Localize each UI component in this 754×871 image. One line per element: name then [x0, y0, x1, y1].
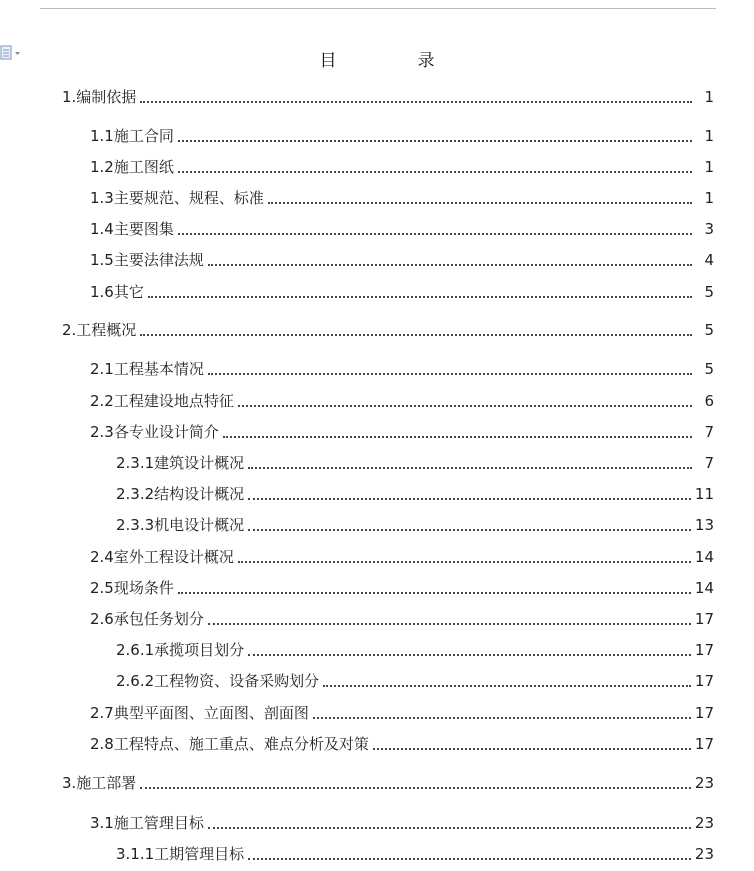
toc-entry[interactable]	[116, 843, 714, 865]
toc-entry-page-number: 7	[704, 423, 714, 441]
toc-entry[interactable]	[90, 156, 714, 178]
toc-entry-page-number: 1	[704, 158, 714, 176]
toc-entry-label: 1.2施工图纸	[90, 158, 174, 176]
toc-dot-leader	[208, 622, 691, 625]
toc-dot-leader	[208, 263, 692, 266]
toc-entry-label: 3.1.1工期管理目标	[116, 845, 245, 863]
toc-entry-label: 2.3.3机电设计概况	[116, 516, 245, 534]
toc-entry[interactable]	[116, 639, 714, 661]
toc-dot-leader	[140, 100, 692, 103]
toc-dot-leader	[313, 716, 691, 719]
toc-entry[interactable]	[90, 421, 714, 443]
toc-entry-label: 2.7典型平面图、立面图、剖面图	[90, 704, 309, 722]
toc-entry[interactable]	[90, 125, 714, 147]
toc-entry-page-number: 13	[694, 516, 714, 534]
toc-entry-page-number: 7	[704, 454, 714, 472]
toc-entry-label: 2.2工程建设地点特征	[90, 392, 234, 410]
page-header	[40, 0, 716, 9]
toc-entry-label: 2.6.2工程物资、设备采购划分	[116, 672, 320, 690]
toc-dot-leader	[238, 560, 691, 563]
toc-entry-page-number: 4	[704, 251, 714, 269]
toc-entry-page-number: 17	[694, 735, 714, 753]
toc-entry-page-number: 17	[694, 641, 714, 659]
toc-entry[interactable]	[90, 218, 714, 240]
toc-entry-page-number: 23	[694, 845, 714, 863]
toc-entry-page-number: 3	[704, 220, 714, 238]
toc-entry[interactable]	[90, 358, 714, 380]
toc-entry-label: 2.4室外工程设计概况	[90, 548, 234, 566]
toc-entry[interactable]	[90, 187, 714, 209]
toc-entry[interactable]	[116, 514, 714, 536]
toc-entry-page-number: 17	[694, 704, 714, 722]
toc-entry-page-number: 6	[704, 392, 714, 410]
toc-entry-label: 2.6.1承揽项目划分	[116, 641, 245, 659]
toc-dot-leader	[323, 684, 691, 687]
toc-entry-label: 2.3.2结构设计概况	[116, 485, 245, 503]
toc-dot-leader	[248, 653, 691, 656]
toc-dot-leader	[248, 466, 692, 469]
toc-entry-label: 2.1工程基本情况	[90, 360, 204, 378]
toc-entry[interactable]	[62, 319, 714, 341]
toc-entry-page-number: 17	[694, 672, 714, 690]
toc-entry[interactable]	[90, 390, 714, 412]
toc-entry-label: 2.3各专业设计简介	[90, 423, 219, 441]
toc-dot-leader	[208, 826, 691, 829]
toc-entry-label: 2.5现场条件	[90, 579, 174, 597]
toc-entry-page-number: 1	[704, 127, 714, 145]
toc-dot-leader	[373, 747, 691, 750]
toc-entry[interactable]	[90, 249, 714, 271]
toc-entry-page-number: 23	[694, 814, 714, 832]
toc-entry-page-number: 5	[704, 360, 714, 378]
toc-dot-leader	[178, 232, 692, 235]
toc-dot-leader	[248, 857, 691, 860]
toc-entry[interactable]	[90, 546, 714, 568]
toc-entry-label: 1.3主要规范、规程、标准	[90, 189, 264, 207]
toc-entry-label: 3.1施工管理目标	[90, 814, 204, 832]
toc-entry-page-number: 14	[694, 548, 714, 566]
toc-entry-label: 1.6其它	[90, 283, 144, 301]
toc-entry-label: 1.编制依据	[62, 88, 137, 106]
toc-dot-leader	[208, 372, 692, 375]
toc-entry[interactable]	[116, 670, 714, 692]
toc-entry[interactable]	[90, 577, 714, 599]
toc-dot-leader	[178, 139, 692, 142]
toc-dot-leader	[178, 170, 692, 173]
toc-entry-page-number: 14	[694, 579, 714, 597]
toc-dot-leader	[268, 201, 692, 204]
toc-entry[interactable]	[90, 733, 714, 755]
toc-dot-leader	[140, 786, 691, 789]
toc-entry[interactable]	[90, 608, 714, 630]
toc-entry-label: 1.1施工合同	[90, 127, 174, 145]
toc-dot-leader	[223, 435, 692, 438]
toc-entry[interactable]	[62, 772, 714, 794]
toc-entry-page-number: 5	[704, 321, 714, 339]
toc-dot-leader	[248, 528, 691, 531]
toc-title: 目 录	[319, 51, 467, 71]
toc-entry[interactable]	[116, 483, 714, 505]
toc-dot-leader	[238, 404, 692, 407]
toc-entry-page-number: 23	[694, 774, 714, 792]
toc-entry-label: 2.8工程特点、施工重点、难点分析及对策	[90, 735, 369, 753]
toc-entry-label: 2.6承包任务划分	[90, 610, 204, 628]
toc-dot-leader	[148, 295, 692, 298]
toc-entry-page-number: 5	[704, 283, 714, 301]
toc-entry-label: 2.3.1建筑设计概况	[116, 454, 245, 472]
toc-entry[interactable]	[90, 281, 714, 303]
toc-entry-page-number: 1	[704, 189, 714, 207]
toc-entry-page-number: 1	[704, 88, 714, 106]
toc-entry-page-number: 17	[694, 610, 714, 628]
toc-dot-leader	[178, 591, 691, 594]
toc-entry[interactable]	[90, 812, 714, 834]
toc-entry-page-number: 11	[694, 485, 714, 503]
toc-dot-leader	[248, 497, 691, 500]
toc-entry[interactable]	[116, 452, 714, 474]
toc-entry-label: 3.施工部署	[62, 774, 137, 792]
toc-entry-label: 1.5主要法律法规	[90, 251, 204, 269]
toc-entry-label: 1.4主要图集	[90, 220, 174, 238]
toc-entry[interactable]	[62, 86, 714, 108]
toc-entry-label: 2.工程概况	[62, 321, 137, 339]
toc-dot-leader	[140, 333, 692, 336]
toc-entry[interactable]	[90, 702, 714, 724]
